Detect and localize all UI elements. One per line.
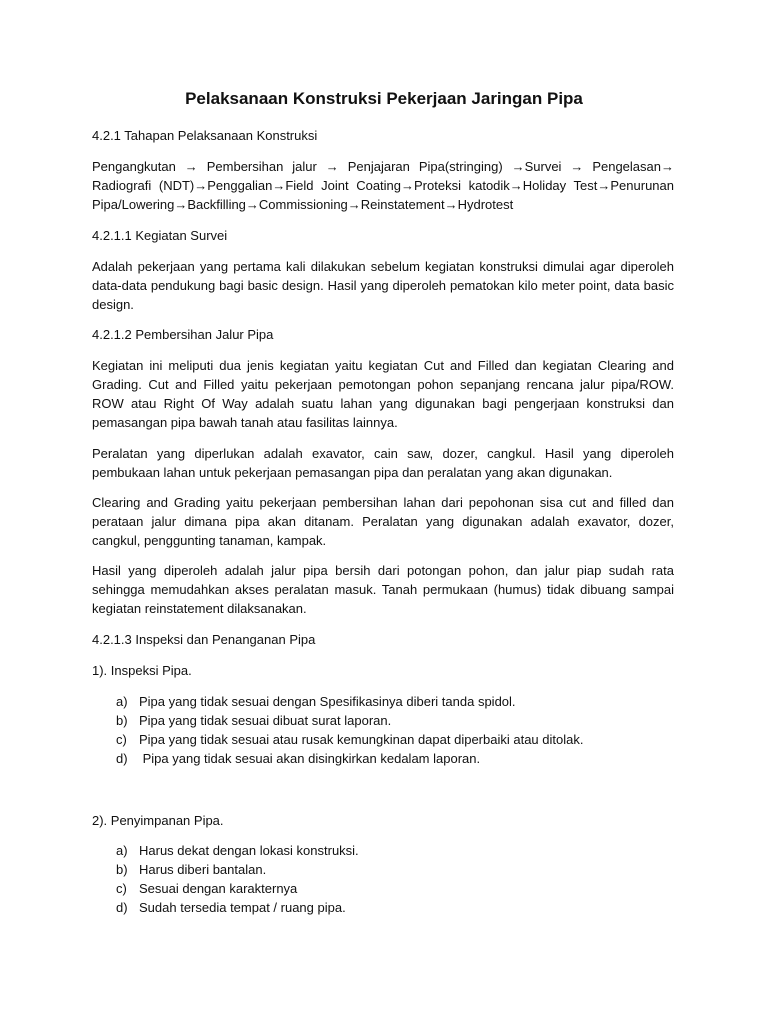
clearing-paragraph-3: Clearing and Grading yaitu pekerjaan pembersihan lahan dari pepohonan sisa cut and filled dan perataan jalur dimana pipa akan ditanam. Peralatan yang digunakan adalah exavator, dozer, cangkul, penggunting tanaman, kampak. <box>92 495 674 548</box>
list-marker: a) <box>116 694 128 709</box>
list-item-text: Harus diberi bantalan. <box>139 862 267 877</box>
list-marker: d) <box>116 900 128 915</box>
subheading-penyimpanan-pipa: 2). Penyimpanan Pipa. <box>92 813 224 828</box>
inspection-list <box>116 692 676 768</box>
list-item-text: Harus dekat dengan lokasi konstruksi. <box>139 843 359 858</box>
section-heading-4-2-1: 4.2.1 Tahapan Pelaksanaan Konstruksi <box>92 128 318 143</box>
list-marker: b) <box>116 713 128 728</box>
list-item-text: Pipa yang tidak sesuai dengan Spesifikasinya diberi tanda spidol. <box>139 694 516 709</box>
list-marker: c) <box>116 732 127 747</box>
survey-paragraph: Adalah pekerjaan yang pertama kali dilakukan sebelum kegiatan konstruksi dimulai agar diperoleh data-data pendukung bagi basic design. Hasil yang diperoleh pematokan kilo meter point, data basic design. <box>92 259 674 312</box>
clearing-paragraph-4: Hasil yang diperoleh adalah jalur pipa bersih dari potongan pohon, dan jalur piap sudah rata sehingga memudahkan akses peralatan masuk. Tanah permukaan (humus) tidak dibuang sampai kegiatan reinstatement dilaksanakan. <box>92 563 674 616</box>
list-item-text: Pipa yang tidak sesuai atau rusak kemungkinan dapat diperbaiki atau ditolak. <box>139 732 584 747</box>
list-item-text: Sesuai dengan karakternya <box>139 881 298 896</box>
list-item-text: Pipa yang tidak sesuai dibuat surat laporan. <box>139 713 392 728</box>
list-item-text: Sudah tersedia tempat / ruang pipa. <box>139 900 346 915</box>
list-marker: d) <box>116 751 128 766</box>
section-heading-4-2-1-1: 4.2.1.1 Kegiatan Survei <box>92 228 228 243</box>
list-item <box>116 841 676 860</box>
section-heading-4-2-1-2: 4.2.1.2 Pembersihan Jalur Pipa <box>92 327 274 342</box>
document-title: Pelaksanaan Konstruksi Pekerjaan Jaringan Pipa <box>185 89 583 108</box>
list-marker: b) <box>116 862 128 877</box>
list-item <box>116 749 676 768</box>
list-item <box>116 730 676 749</box>
list-item <box>116 898 676 917</box>
list-item <box>116 879 676 898</box>
list-item <box>116 860 676 879</box>
list-item <box>116 711 676 730</box>
section-heading-4-2-1-3: 4.2.1.3 Inspeksi dan Penanganan Pipa <box>92 632 316 647</box>
list-marker: a) <box>116 843 128 858</box>
storage-list <box>116 841 676 917</box>
construction-flow-paragraph: Pengangkutan → Pembersihan jalur → Penjajaran Pipa(stringing) →Survei → Pengelasan→ Radiografi (NDT)→Penggalian→Field Joint Coating→Proteksi katodik→Holiday Test→Penurunan Pipa/Lowering→Backfilling→Commissioning→Reinstatement→Hydrotest <box>92 159 674 212</box>
subheading-inspeksi-pipa: 1). Inspeksi Pipa. <box>92 663 192 678</box>
list-item <box>116 692 676 711</box>
list-marker: c) <box>116 881 127 896</box>
clearing-paragraph-2: Peralatan yang diperlukan adalah exavator, cain saw, dozer, cangkul. Hasil yang diperoleh pembukaan lahan untuk pekerjaan pemasangan pipa dan peralatan yang akan digunakan. <box>92 446 674 480</box>
list-item-text: Pipa yang tidak sesuai akan disingkirkan kedalam laporan. <box>139 751 481 766</box>
clearing-paragraph-1: Kegiatan ini meliputi dua jenis kegiatan yaitu kegiatan Cut and Filled dan kegiatan Clearing and Grading. Cut and Filled yaitu pekerjaan pemotongan pohon sepanjang rencana jalur pipa/ROW. ROW atau Right Of Way adalah suatu lahan yang digunakan bagi pengerjaan konstruksi dan pemasangan pipa bawah tanah atau fasilitas lainnya. <box>92 358 674 430</box>
